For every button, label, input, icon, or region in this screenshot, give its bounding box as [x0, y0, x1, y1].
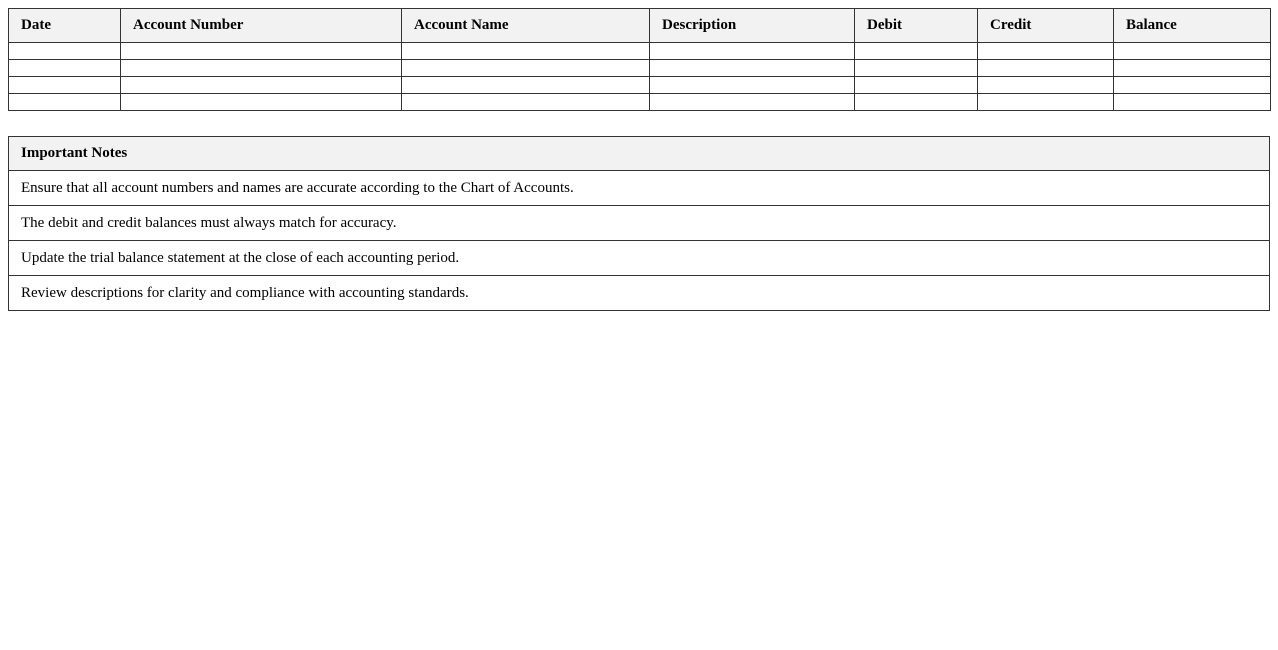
account-name-cell — [402, 94, 650, 111]
table-row — [9, 94, 1271, 111]
credit-cell — [978, 43, 1114, 60]
description-cell — [650, 43, 855, 60]
notes-heading: Important Notes — [9, 137, 1270, 171]
column-header-debit: Debit — [855, 9, 978, 43]
balance-cell — [1114, 77, 1271, 94]
note-text: The debit and credit balances must always match for accuracy. — [9, 206, 1270, 241]
page — [0, 0, 1278, 311]
account-name-cell — [402, 43, 650, 60]
column-header-balance: Balance — [1114, 9, 1271, 43]
note-text: Review descriptions for clarity and compliance with accounting standards. — [9, 276, 1270, 311]
balance-cell — [1114, 94, 1271, 111]
notes-header-row — [9, 137, 1270, 171]
table-row — [9, 43, 1271, 60]
description-cell — [650, 94, 855, 111]
date-cell — [9, 60, 121, 77]
note-row — [9, 206, 1270, 241]
credit-cell — [978, 77, 1114, 94]
note-text: Ensure that all account numbers and names are accurate according to the Chart of Accounts. — [9, 171, 1270, 206]
date-cell — [9, 94, 121, 111]
account-number-cell — [121, 43, 402, 60]
important-notes-table — [8, 136, 1270, 311]
date-cell — [9, 77, 121, 94]
debit-cell — [855, 77, 978, 94]
column-header-account-name: Account Name — [402, 9, 650, 43]
column-header-date: Date — [9, 9, 121, 43]
account-number-cell — [121, 77, 402, 94]
account-name-cell — [402, 77, 650, 94]
column-header-credit: Credit — [978, 9, 1114, 43]
note-row — [9, 241, 1270, 276]
description-cell — [650, 60, 855, 77]
balance-cell — [1114, 43, 1271, 60]
debit-cell — [855, 94, 978, 111]
account-number-cell — [121, 94, 402, 111]
balance-cell — [1114, 60, 1271, 77]
note-row — [9, 171, 1270, 206]
debit-cell — [855, 43, 978, 60]
description-cell — [650, 77, 855, 94]
column-header-description: Description — [650, 9, 855, 43]
credit-cell — [978, 60, 1114, 77]
column-header-account-number: Account Number — [121, 9, 402, 43]
date-cell — [9, 43, 121, 60]
note-text: Update the trial balance statement at the close of each accounting period. — [9, 241, 1270, 276]
trial-balance-table — [8, 8, 1271, 111]
table-row — [9, 60, 1271, 77]
table-header-row — [9, 9, 1271, 43]
note-row — [9, 276, 1270, 311]
account-number-cell — [121, 60, 402, 77]
credit-cell — [978, 94, 1114, 111]
account-name-cell — [402, 60, 650, 77]
table-row — [9, 77, 1271, 94]
debit-cell — [855, 60, 978, 77]
